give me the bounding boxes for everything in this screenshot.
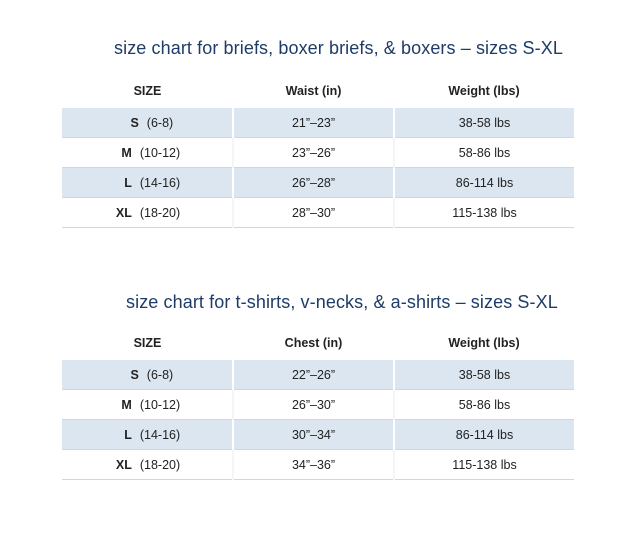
size-cell [62, 450, 233, 480]
weight-cell: 86-114 lbs [394, 168, 574, 198]
table-header-row [62, 74, 574, 108]
size-range: (18-20) [139, 457, 181, 472]
waist-cell: 28”–30” [233, 198, 394, 228]
tshirts-size-chart [62, 292, 574, 482]
size-code: M [121, 145, 132, 160]
chest-cell: 30”–34” [233, 420, 394, 450]
size-cell [62, 168, 233, 198]
size-cell [62, 420, 233, 450]
table-row [62, 138, 574, 168]
weight-cell: 38-58 lbs [394, 360, 574, 390]
weight-cell: 58-86 lbs [394, 138, 574, 168]
table-row [62, 360, 574, 390]
size-code: M [121, 397, 132, 412]
weight-cell: 115-138 lbs [394, 198, 574, 228]
size-code: XL [115, 457, 132, 472]
size-range: (18-20) [139, 205, 181, 220]
waist-cell: 23”–26” [233, 138, 394, 168]
chest-cell: 22”–26” [233, 360, 394, 390]
table-row [62, 108, 574, 138]
header-weight: Weight (lbs) [448, 336, 520, 350]
table-header-row [62, 326, 574, 360]
size-table [62, 74, 574, 228]
weight-cell: 86-114 lbs [394, 420, 574, 450]
waist-cell: 21”–23” [233, 108, 394, 138]
chest-cell: 26”–30” [233, 390, 394, 420]
size-code: L [124, 427, 132, 442]
size-cell [62, 108, 233, 138]
weight-cell: 115-138 lbs [394, 450, 574, 480]
size-range: (14-16) [139, 427, 181, 442]
size-code: L [124, 175, 132, 190]
waist-cell: 26”–28” [233, 168, 394, 198]
size-table [62, 326, 574, 480]
chest-cell: 34”–36” [233, 450, 394, 480]
header-waist: Waist (in) [285, 84, 342, 98]
size-code: S [130, 115, 139, 130]
weight-cell: 38-58 lbs [394, 108, 574, 138]
table-row [62, 390, 574, 420]
size-cell [62, 360, 233, 390]
header-chest: Chest (in) [284, 336, 343, 350]
chart-title: size chart for t-shirts, v-necks, & a-shirts – sizes S-XL [126, 292, 558, 312]
table-row [62, 168, 574, 198]
header-size: SIZE [133, 84, 162, 98]
chart-title: size chart for briefs, boxer briefs, & boxers – sizes S-XL [114, 38, 563, 58]
size-range: (6-8) [146, 367, 174, 382]
header-size: SIZE [133, 336, 162, 350]
size-code: S [130, 367, 139, 382]
size-cell [62, 198, 233, 228]
table-row [62, 198, 574, 228]
weight-cell: 58-86 lbs [394, 390, 574, 420]
size-cell [62, 390, 233, 420]
size-code: XL [115, 205, 132, 220]
table-row [62, 450, 574, 480]
size-range: (10-12) [139, 397, 181, 412]
briefs-size-chart [62, 38, 574, 228]
size-range: (6-8) [146, 115, 174, 130]
size-range: (14-16) [139, 175, 181, 190]
header-weight: Weight (lbs) [448, 84, 520, 98]
size-range: (10-12) [139, 145, 181, 160]
size-cell [62, 138, 233, 168]
table-row [62, 420, 574, 450]
